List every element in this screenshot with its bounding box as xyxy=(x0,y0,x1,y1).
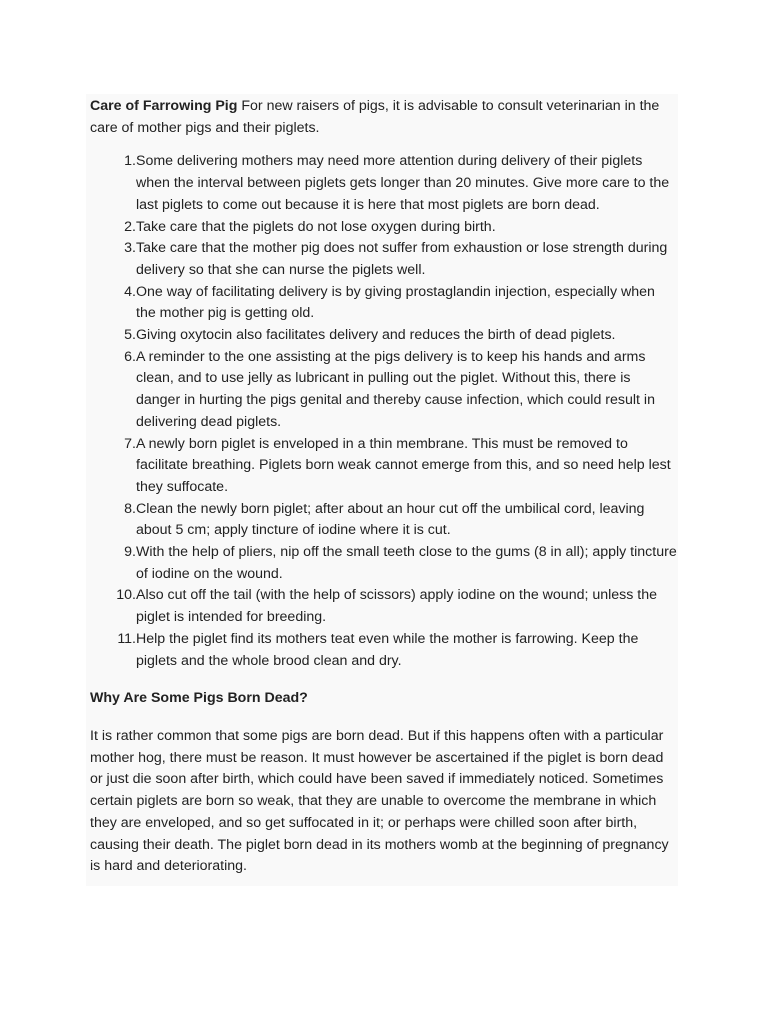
list-text: With the help of pliers, nip off the small teeth close to the gums (8 in all); apply tincture of iodine on the wound. xyxy=(136,544,677,582)
list-item xyxy=(86,542,678,585)
list-text: Take care that the mother pig does not suffer from exhaustion or lose strength during delivery so that she can nurse the piglets well. xyxy=(136,240,668,278)
list-number: 1. xyxy=(124,153,136,170)
list-number: 7. xyxy=(124,435,136,452)
section-paragraph: It is rather common that some pigs are born dead. But if this happens often with a particular mother hog, there must be reason. It must however be ascertained if the piglet is born dead or just die soon after birth, which could have been saved if immediately noticed. Sometimes certain piglets are born so weak, that they are unable to overcome the membrane in which they are enveloped, and so get suffocated in it; or perhaps were chilled soon after birth, causing their death. The piglet born dead in its mothers womb at the beginning of pregnancy is hard and deteriorating. xyxy=(90,727,669,875)
document-content xyxy=(86,94,678,886)
list-text: One way of facilitating delivery is by giving prostaglandin injection, especially when the mother pig is getting old. xyxy=(136,283,655,322)
list-text: Help the piglet find its mothers teat even while the mother is farrowing. Keep the piglets and the whole brood clean and dry. xyxy=(136,630,639,669)
list-item xyxy=(86,217,678,239)
list-text: A newly born piglet is enveloped in a thin membrane. This must be removed to facilitate breathing. Piglets born weak cannot emerge from this, and so need help lest they suffocate. xyxy=(136,435,671,495)
list-number: 10. xyxy=(116,587,136,604)
list-text: Some delivering mothers may need more attention during delivery of their piglets when the interval between piglets gets longer than 20 minutes. Give more care to the last piglets to come out because it is here that most piglets are born dead. xyxy=(136,153,670,213)
list-number: 2. xyxy=(124,218,136,235)
intro-title: Care of Farrowing Pig xyxy=(90,98,238,114)
list-item xyxy=(86,347,678,434)
list-number: 11. xyxy=(117,630,136,647)
list-text: Also cut off the tail (with the help of scissors) apply iodine on the wound; unless the piglet is intended for breeding. xyxy=(136,587,658,626)
list-number: 6. xyxy=(124,348,136,365)
list-item xyxy=(86,434,678,499)
list-text: A reminder to the one assisting at the pigs delivery is to keep his hands and arms clean, and to use jelly as lubricant in pulling out the piglet. Without this, there is danger in hurting the pigs genital and thereby cause infection, which could result in delivering dead piglets. xyxy=(136,348,655,430)
list-text: Giving oxytocin also facilitates delivery and reduces the birth of dead piglets. xyxy=(136,327,616,344)
intro-paragraph xyxy=(86,94,678,139)
list-item xyxy=(86,282,678,325)
list-number: 8. xyxy=(124,500,136,517)
list-number: 9. xyxy=(124,544,136,561)
list-number: 5. xyxy=(124,327,136,344)
list-number: 4. xyxy=(124,283,136,300)
care-steps-list xyxy=(86,151,678,672)
list-item xyxy=(86,151,678,216)
section-heading: Why Are Some Pigs Born Dead? xyxy=(90,690,308,707)
list-item xyxy=(86,325,678,347)
list-text: Take care that the piglets do not lose oxygen during birth. xyxy=(136,218,496,235)
list-item xyxy=(86,585,678,628)
list-text: Clean the newly born piglet; after about an hour cut off the umbilical cord, leaving about 5 cm; apply tincture of iodine where it is cut. xyxy=(136,500,645,539)
intro-text: For new raisers of pigs, it is advisable to consult veterinarian in the care of mother pigs and their piglets. xyxy=(90,98,660,136)
list-item xyxy=(86,238,678,281)
list-number: 3. xyxy=(124,240,136,257)
list-item xyxy=(86,629,678,672)
list-item xyxy=(86,499,678,542)
